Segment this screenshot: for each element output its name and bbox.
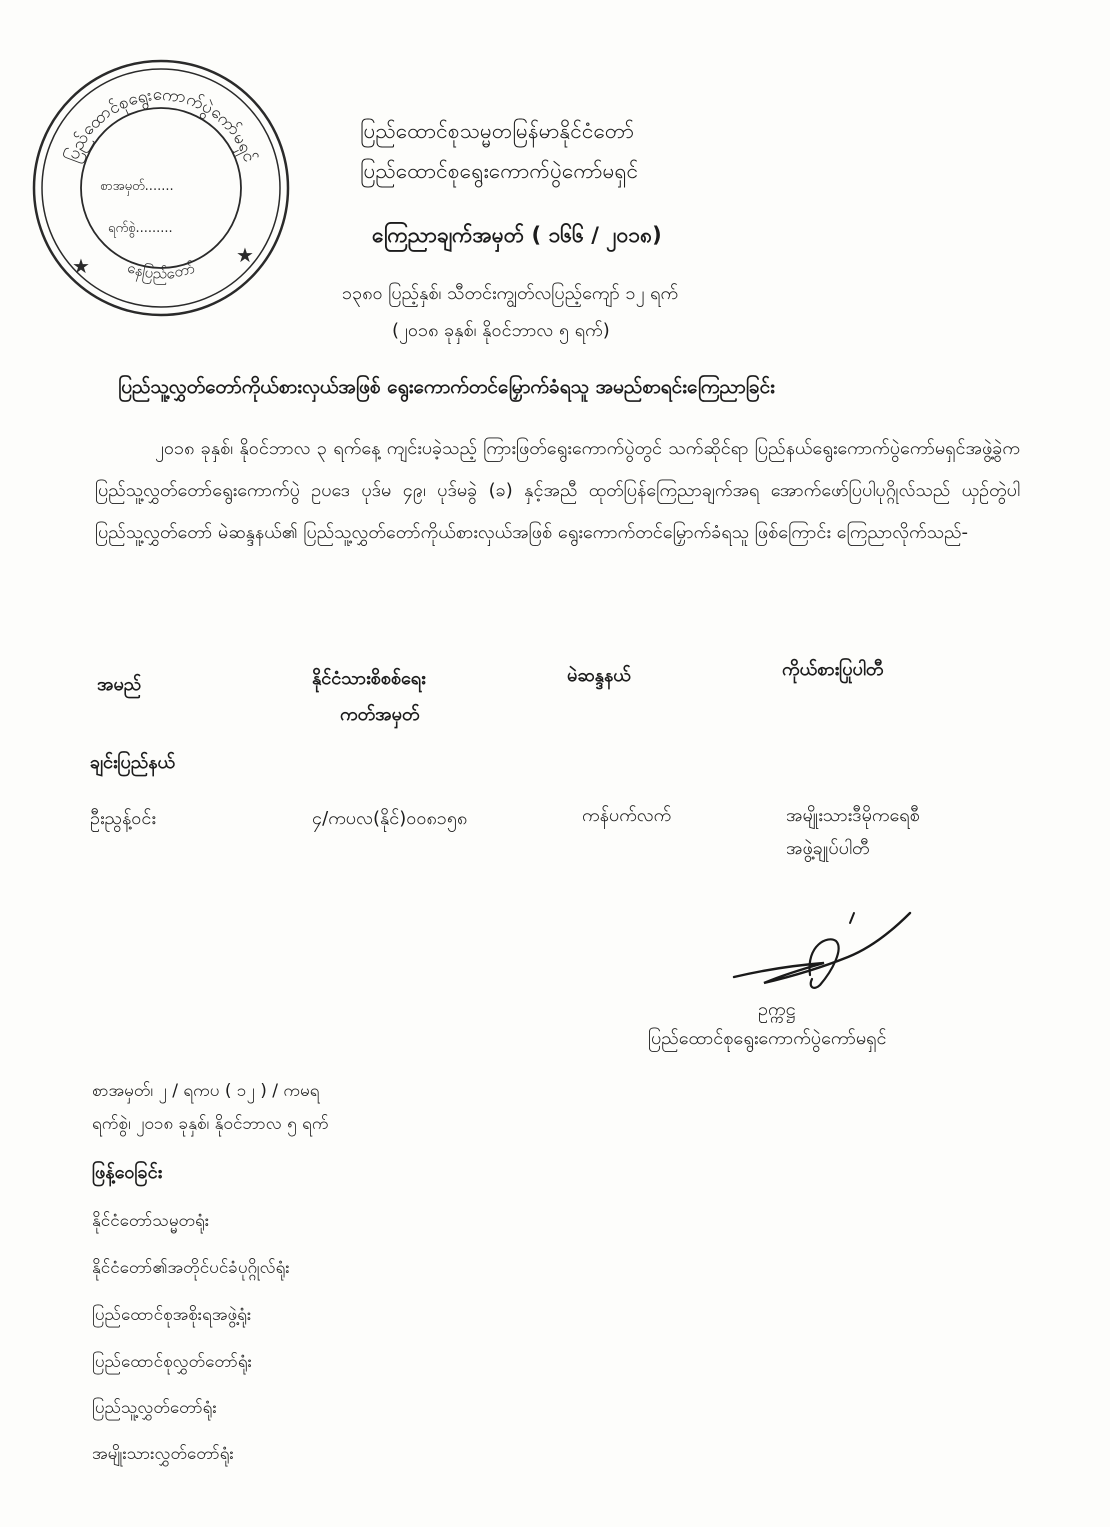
column-header-name: အမည် (97, 674, 142, 695)
seal-top-text: ပြည်ထောင်စုရွေးကောက်ပွဲကော်မရှင် (62, 84, 260, 165)
date-gregorian: (၂၀၁၈ ခုနှစ်၊ နိုဝင်ဘာလ ၅ ရက်) (392, 320, 610, 341)
document-title: ပြည်သူ့လွှတ်တော်ကိုယ်စားလှယ်အဖြစ် ရွေးကောက်တင်မြှောက်ခံရသူ အမည်စာရင်းကြေညာခြင်း (118, 376, 775, 398)
distribution-item: နိုင်ငံတော်၏အတိုင်ပင်ခံပုဂ္ဂိုလ်ရုံး (92, 1258, 290, 1278)
column-header-party: ကိုယ်စားပြုပါတီ (782, 659, 884, 680)
row-name: ဦးညွန့်ဝင်း (90, 808, 156, 829)
body-paragraph: ၂၀၁၈ ခုနှစ်၊ နိုဝင်ဘာလ ၃ ရက်နေ့ ကျင်းပခဲ့သည့် ကြားဖြတ်ရွေးကောက်ပွဲတွင် သက်ဆိုင်ရာ ပြည်နယ်ရွေးကောက်ပွဲကော်မရှင်အဖွဲ့ခွဲက ပြည်သူ့လွှတ်တော်ရွေးကောက်ပွဲ ဥပဒေ ပုဒ်မ ၄၉၊ ပုဒ်မခွဲ (ခ) နှင့်အညီ ထုတ်ပြန်ကြေညာချက်အရ အောက်ဖော်ပြပါပုဂ္ဂိုလ်သည် ယှဉ်တွဲပါ ပြည်သူ့လွှတ်တော် မဲဆန္ဒနယ်၏ ပြည်သူ့လွှတ်တော်ကိုယ်စားလှယ်အဖြစ် ရွေးကောက်တင်မြှောက်ခံရသူ ဖြစ်ကြောင်း ကြေညာလိုက်သည်- (95, 438, 1020, 543)
distribution-heading: ဖြန့်ဝေခြင်း (92, 1162, 163, 1183)
seal-star-left-icon: ★ (72, 254, 90, 278)
signatory-title: ဥက္ကဋ္ဌ (758, 999, 796, 1020)
official-seal (30, 57, 292, 319)
region-label: ချင်းပြည်နယ် (90, 752, 176, 773)
signatory-organization: ပြည်ထောင်စုရွေးကောက်ပွဲကော်မရှင် (648, 1028, 887, 1049)
seal-ref-line: စာအမှတ်....... (100, 179, 174, 194)
signature (728, 905, 918, 997)
header-commission: ပြည်ထောင်စုရွေးကောက်ပွဲကော်မရှင် (360, 159, 639, 183)
distribution-item: အမျိုးသားလွှတ်တော်ရုံး (92, 1444, 234, 1464)
distribution-item: ပြည်ထောင်စုအစိုးရအဖွဲ့ရုံး (92, 1305, 252, 1325)
seal-date-line: ရက်စွဲ......... (108, 221, 173, 236)
column-header-constituency: မဲဆန္ဒနယ် (567, 665, 631, 686)
seal-bottom-text: နေပြည်တော် (125, 258, 197, 284)
reference-letter-number: စာအမှတ်၊ ၂ / ရကပ ( ၁၂ ) / ကမရ (92, 1081, 320, 1101)
date-myanmar: ၁၃၈၀ ပြည့်နှစ်၊ သီတင်းကျွတ်လပြည့်ကျော် ၁၂ ရက် (342, 283, 679, 304)
distribution-item: နိုင်ငံတော်သမ္မတရုံး (92, 1211, 210, 1231)
reference-date: ရက်စွဲ၊ ၂၀၁၈ ခုနှစ်၊ နိုဝင်ဘာလ ၅ ရက် (92, 1114, 329, 1134)
column-header-nrc-line1: နိုင်ငံသားစိစစ်ရေး (312, 668, 426, 689)
row-party-line1: အမျိုးသားဒီမိုကရေစီ (786, 805, 920, 826)
row-constituency: ကန်ပက်လက် (582, 805, 672, 826)
row-party-line2: အဖွဲ့ချုပ်ပါတီ (786, 838, 870, 859)
header-country: ပြည်ထောင်စုသမ္မတမြန်မာနိုင်ငံတော် (360, 119, 635, 143)
seal-star-right-icon: ★ (236, 243, 254, 267)
distribution-item: ပြည်သူ့လွှတ်တော်ရုံး (92, 1398, 217, 1418)
distribution-item: ပြည်ထောင်စုလွှတ်တော်ရုံး (92, 1352, 252, 1372)
column-header-nrc-line2: ကတ်အမှတ် (340, 704, 420, 725)
notification-number: ကြေညာချက်အမှတ် ( ၁၆၆ / ၂၀၁၈) (372, 223, 662, 247)
row-nrc: ၄/ကပလ(နိုင်)၀၀၈၁၅၈ (312, 808, 468, 829)
